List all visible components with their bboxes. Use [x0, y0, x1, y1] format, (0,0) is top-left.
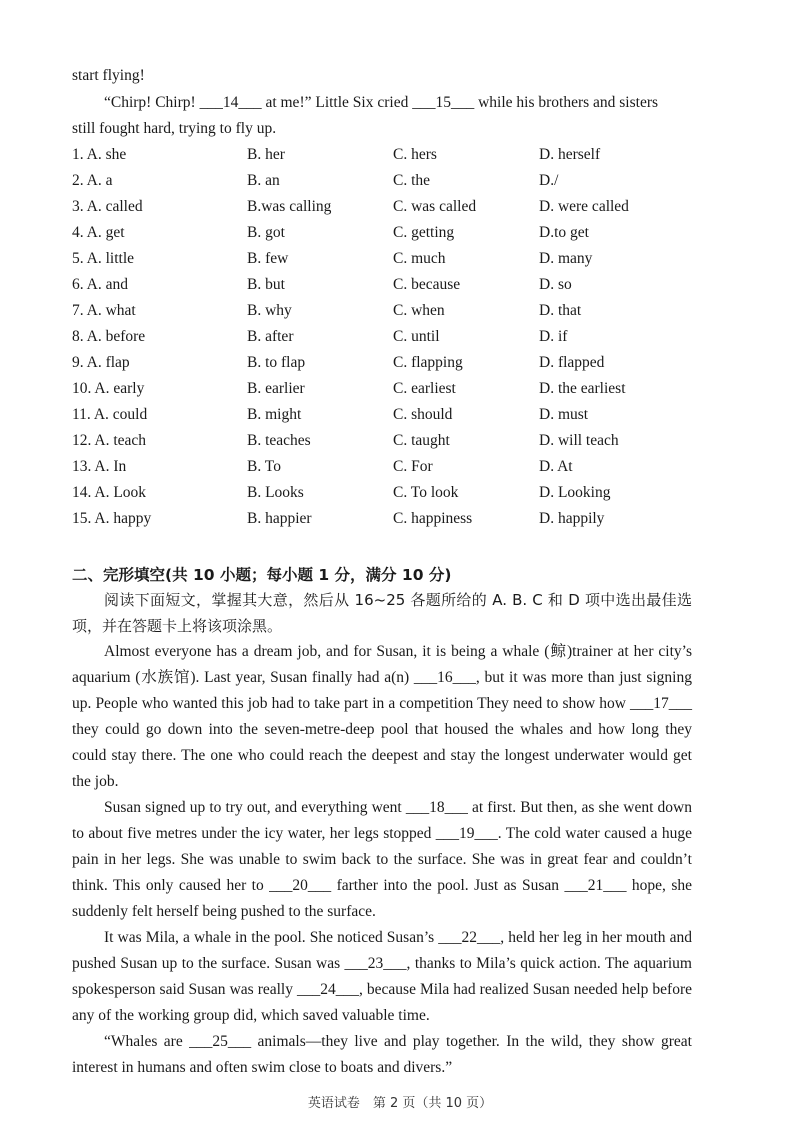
option-choice: 15. A. happy	[72, 510, 152, 527]
option-row	[72, 300, 732, 322]
instruction-text: 阅读下面短文，掌握其大意，然后从 16~25 各题所给的 A. B. C 和 D 项中选出最佳选项，并在答题卡上将该项涂黑。	[72, 591, 692, 635]
option-row	[72, 352, 732, 374]
option-choice: B. might	[247, 406, 302, 423]
option-choice: C. happiness	[393, 510, 473, 527]
option-choice: D. must	[539, 406, 589, 423]
story-line-blanks-14-15: “Chirp! Chirp! ___14___ at me!” Little Six cried ___15___ while his brothers and sisters	[104, 94, 659, 111]
passage-paragraph: Almost everyone has a dream job, and for Susan, it is being a whale (鲸)trainer at her city’s aquarium (水族馆). Last year, Susan finally had a(n) ___16___, but it was more than just signing up. People who wanted this job had to take part in a competition They need to show how ___17___ they could go down into the seven-metre-deep pool that housed the whales and how long they could stay there. The one who could reach the deepest and stay the longest underwater would get the job.	[72, 643, 692, 790]
option-row	[72, 430, 732, 452]
option-choice: C. until	[393, 328, 440, 345]
option-choice: B. why	[247, 302, 292, 319]
option-choice: D. were called	[539, 198, 629, 215]
option-row	[72, 196, 732, 218]
section-instruction	[72, 587, 692, 639]
option-choice: D. happily	[539, 510, 605, 527]
passage	[72, 639, 692, 1081]
option-choice: B. her	[247, 146, 285, 163]
option-row	[72, 274, 732, 296]
option-choice: B. happier	[247, 510, 312, 527]
option-row	[72, 456, 732, 478]
passage-paragraph: It was Mila, a whale in the pool. She noticed Susan’s ___22___, held her leg in her mouth and pushed Susan up to the surface. Susan was ___23___, thanks to Mila’s quick action. The aquarium spokesperson said Susan was really ___24___, because Mila had realized Susan needed help before any of the working group did, which saved valuable time.	[72, 929, 692, 1024]
option-choice: 8. A. before	[72, 328, 146, 345]
option-choice: 4. A. get	[72, 224, 125, 241]
section-heading: 二、完形填空(共 10 小题；每小题 1 分，满分 10 分)	[72, 566, 452, 584]
option-choice: C. was called	[393, 198, 477, 215]
option-choice: 7. A. what	[72, 302, 136, 319]
option-row	[72, 404, 732, 426]
option-choice: 2. A. a	[72, 172, 113, 189]
option-choice: C. should	[393, 406, 453, 423]
option-choice: C. For	[393, 458, 433, 475]
option-choice: D. the earliest	[539, 380, 626, 397]
passage-paragraph: Susan signed up to try out, and everything went ___18___ at first. But then, as she went down to about five metres under the icy water, her legs stopped ___19___. The cold water caused a huge pain in her legs. She was unable to swim back to the surface. She was in great fear and couldn’t think. This only caused her to ___20___ farther into the pool. Just as Susan ___21___ hope, she suddenly felt herself being pushed to the surface.	[72, 799, 692, 920]
option-row	[72, 170, 732, 192]
option-choice: B.was calling	[247, 198, 332, 215]
option-choice: D. herself	[539, 146, 601, 163]
option-choice: C. To look	[393, 484, 459, 501]
option-choice: C. taught	[393, 432, 450, 449]
option-row	[72, 508, 732, 530]
option-row	[72, 482, 732, 504]
option-choice: 11. A. could	[72, 406, 148, 423]
option-choice: B. few	[247, 250, 289, 267]
option-choice: D. will teach	[539, 432, 619, 449]
option-choice: C. the	[393, 172, 431, 189]
option-choice: D. flapped	[539, 354, 605, 371]
option-choice: 1. A. she	[72, 146, 127, 163]
option-choice: D./	[539, 172, 559, 189]
option-row	[72, 378, 732, 400]
option-choice: 5. A. little	[72, 250, 134, 267]
option-choice: 9. A. flap	[72, 354, 130, 371]
option-choice: 13. A. In	[72, 458, 127, 475]
option-choice: D. so	[539, 276, 572, 293]
option-choice: B. got	[247, 224, 285, 241]
option-choice: C. flapping	[393, 354, 463, 371]
option-choice: 6. A. and	[72, 276, 128, 293]
option-choice: B. to flap	[247, 354, 306, 371]
option-choice: C. getting	[393, 224, 455, 241]
option-choice: 12. A. teach	[72, 432, 147, 449]
option-choice: D. that	[539, 302, 582, 319]
option-choice: D. many	[539, 250, 593, 267]
option-choice: 10. A. early	[72, 380, 145, 397]
option-choice: 14. A. Look	[72, 484, 147, 501]
option-row	[72, 326, 732, 348]
passage-paragraph: “Whales are ___25___ animals—they live and play together. In the wild, they show great interest in humans and often swim close to boats and divers.”	[72, 1033, 692, 1076]
option-choice: D. At	[539, 458, 573, 475]
option-row	[72, 248, 732, 270]
option-choice: D.to get	[539, 224, 589, 241]
option-choice: D. Looking	[539, 484, 611, 501]
option-choice: B. Looks	[247, 484, 304, 501]
option-choice: B. earlier	[247, 380, 305, 397]
story-line-final: still fought hard, trying to fly up.	[72, 120, 277, 137]
option-choice: C. earliest	[393, 380, 456, 397]
page-footer: 英语试卷 第 2 页（共 10 页）	[307, 1096, 493, 1111]
option-choice: C. hers	[393, 146, 437, 163]
option-choice: B. after	[247, 328, 294, 345]
option-row	[72, 144, 732, 166]
option-choice: B. teaches	[247, 432, 311, 449]
option-choice: 3. A. called	[72, 198, 143, 215]
option-choice: C. because	[393, 276, 461, 293]
option-choice: B. To	[247, 458, 281, 475]
option-choice: C. when	[393, 302, 445, 319]
option-choice: B. an	[247, 172, 280, 189]
option-choice: B. but	[247, 276, 285, 293]
story-ending-line: start flying!	[72, 67, 145, 84]
option-choice: D. if	[539, 328, 568, 345]
option-choice: C. much	[393, 250, 446, 267]
option-row	[72, 222, 732, 244]
